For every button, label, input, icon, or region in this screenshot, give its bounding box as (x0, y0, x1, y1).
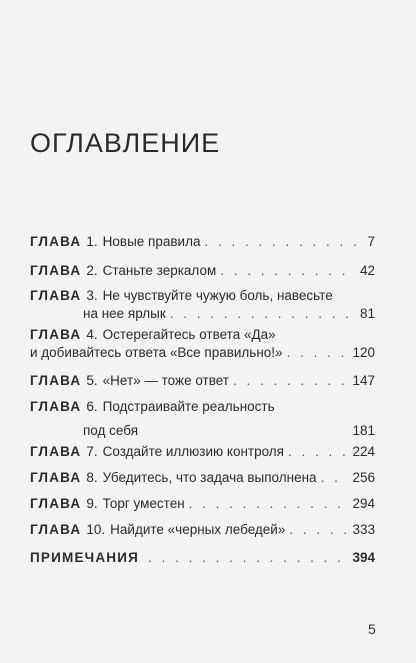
chapter-label: ГЛАВА (30, 288, 82, 303)
chapter-page: 294 (352, 496, 375, 511)
dot-leader (289, 521, 348, 539)
toc-entry-8 (30, 469, 375, 487)
chapter-label: ГЛАВА (30, 234, 82, 249)
dot-leader (233, 372, 348, 390)
chapter-page: 147 (352, 373, 375, 388)
chapter-page: 42 (359, 263, 375, 278)
chapter-page: 7 (367, 234, 375, 249)
toc-entry-2 (30, 262, 375, 280)
chapter-title: Остерегайтесь ответа «Да» (102, 327, 276, 342)
chapter-title: Торг уместен (102, 496, 185, 511)
dot-leader (189, 495, 349, 513)
chapter-page: 81 (359, 306, 375, 321)
chapter-label: ГЛАВА (30, 373, 82, 388)
toc-entry-6 (30, 398, 375, 440)
dot-leader (170, 305, 356, 323)
chapter-number: 4. (86, 327, 98, 342)
dot-leader (148, 549, 348, 567)
chapter-title: Найдите «черных лебедей» (110, 522, 286, 537)
chapter-title: Убедитесь, что задача выполнена (102, 470, 317, 485)
dot-leader (204, 233, 363, 251)
dot-leader (287, 344, 349, 362)
toc-entry-1 (30, 233, 375, 251)
toc-entry-3 (30, 287, 375, 323)
dot-leader (321, 469, 349, 487)
chapter-number: 9. (86, 496, 98, 511)
chapter-label: ГЛАВА (30, 263, 82, 278)
chapter-label: ГЛАВА (30, 496, 82, 511)
chapter-title: Новые правила (102, 234, 201, 249)
chapter-title-continued: под себя (83, 423, 139, 438)
dot-leader (220, 262, 356, 280)
chapter-number: 2. (86, 263, 98, 278)
chapter-number: 6. (86, 399, 98, 414)
chapter-title: Создайте иллюзию контроля (102, 444, 284, 459)
chapter-title-continued: на нее ярлык (83, 306, 166, 321)
chapter-number: 1. (86, 234, 98, 249)
page-title: ОГЛАВЛЕНИЕ (30, 128, 221, 158)
chapter-page: 181 (352, 423, 375, 438)
chapter-page: 333 (352, 522, 375, 537)
chapter-label: ГЛАВА (30, 522, 82, 537)
chapter-title: Не чувствуйте чужую боль, навесьте (102, 288, 333, 303)
chapter-label: ГЛАВА (30, 327, 82, 342)
chapter-title: Станьте зеркалом (102, 263, 217, 278)
notes-page: 394 (352, 550, 375, 565)
chapter-number: 7. (86, 444, 98, 459)
chapter-label: ГЛАВА (30, 399, 82, 414)
toc-entry-7 (30, 443, 375, 461)
chapter-page: 120 (352, 345, 375, 360)
chapter-number: 5. (86, 373, 98, 388)
toc-entry-9 (30, 495, 375, 513)
toc-entry-4 (30, 326, 375, 362)
toc-entry-10 (30, 521, 375, 539)
chapter-label: ГЛАВА (30, 470, 82, 485)
chapter-title: «Нет» — тоже ответ (102, 373, 229, 388)
notes-label: ПРИМЕЧАНИЯ (30, 550, 140, 565)
dot-leader (288, 443, 348, 461)
toc-entry-notes (30, 549, 375, 567)
chapter-label: ГЛАВА (30, 444, 82, 459)
chapter-title-continued: и добивайтесь ответа «Все правильно!» (30, 345, 283, 360)
chapter-title: Подстраивайте реальность (102, 399, 275, 414)
chapter-number: 8. (86, 470, 98, 485)
page-number: 5 (368, 621, 376, 637)
chapter-page: 256 (352, 470, 375, 485)
chapter-number: 10. (86, 522, 106, 537)
toc-entry-5 (30, 372, 375, 390)
chapter-number: 3. (86, 288, 98, 303)
chapter-page: 224 (352, 444, 375, 459)
